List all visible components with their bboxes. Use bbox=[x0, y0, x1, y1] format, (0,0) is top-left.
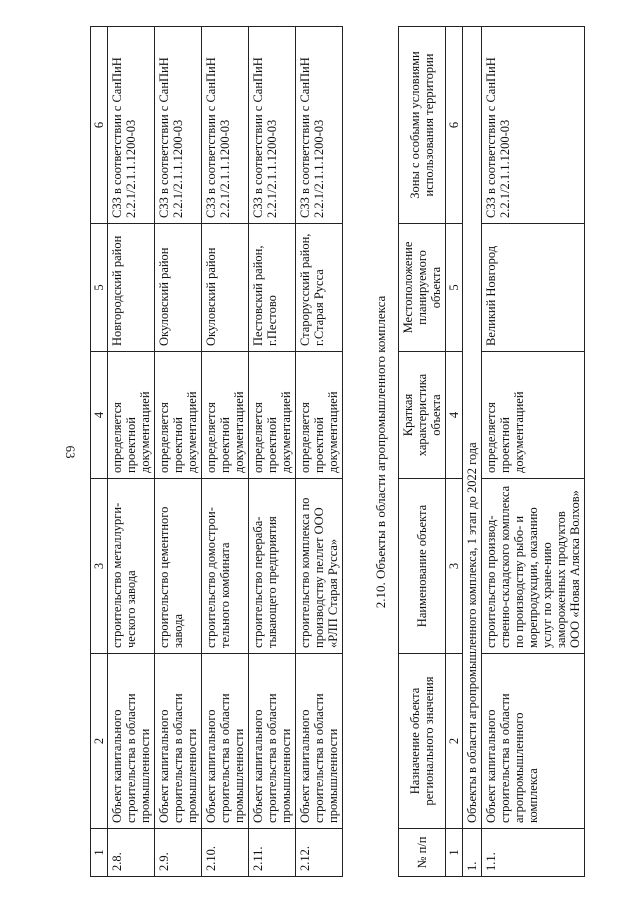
object-location: Старорусский район, г.Старая Русса bbox=[296, 224, 343, 352]
column-number: 2 bbox=[91, 654, 108, 829]
row-number: 2.9. bbox=[155, 829, 202, 877]
industry-objects-table bbox=[90, 26, 343, 877]
object-zones: СЗЗ в соответствии с СанПиН 2.2.1/2.1.1.1200-03 bbox=[155, 27, 202, 224]
section-title: 2.10. Объекты в области агропромышленного комплекса bbox=[373, 295, 388, 609]
object-characteristic: определяется проектной документацией bbox=[296, 352, 343, 479]
object-zones: СЗЗ в соответствии с СанПиН 2.2.1/2.1.1.1200-03 bbox=[296, 27, 343, 224]
object-location: Великий Новгород bbox=[482, 224, 585, 352]
object-zones: СЗЗ в соответствии с СанПиН 2.2.1/2.1.1.1200-03 bbox=[202, 27, 249, 224]
column-number: 6 bbox=[91, 27, 108, 224]
group-number: 1. bbox=[463, 829, 482, 877]
object-purpose: Объект капитального строительства в области промышленности bbox=[108, 654, 155, 829]
object-location: Пестовский район, г.Пестово bbox=[249, 224, 296, 352]
column-header: Назначение объекта регионального значения bbox=[399, 654, 446, 829]
column-number: 1 bbox=[91, 829, 108, 877]
column-number-row bbox=[91, 27, 108, 877]
object-purpose: Объект капитального строительства в области промышленности bbox=[202, 654, 249, 829]
column-number-row bbox=[446, 27, 463, 877]
object-characteristic: определяется проектной документацией bbox=[155, 352, 202, 479]
object-characteristic: определяется проектной документацией bbox=[249, 352, 296, 479]
rotated-page-content bbox=[90, 27, 635, 877]
object-zones: СЗЗ в соответствии с СанПиН 2.2.1/2.1.1.1200-03 bbox=[482, 27, 585, 224]
agro-objects-table bbox=[398, 26, 585, 877]
column-header: Местоположение планируемого объекта bbox=[399, 224, 446, 352]
object-name: строительство домострои-тельного комбината bbox=[202, 479, 249, 654]
object-characteristic: определяется проектной документацией bbox=[482, 352, 585, 479]
column-number: 2 bbox=[446, 654, 463, 829]
table-row bbox=[155, 27, 202, 877]
column-header: Наименование объекта bbox=[399, 479, 446, 654]
group-row bbox=[463, 27, 482, 877]
column-number: 5 bbox=[91, 224, 108, 352]
object-characteristic: определяется проектной документацией bbox=[108, 352, 155, 479]
object-purpose: Объект капитального строительства в области агропромышленного комплекса bbox=[482, 654, 585, 829]
column-number: 3 bbox=[91, 479, 108, 654]
row-number: 2.12. bbox=[296, 829, 343, 877]
row-number: 2.10. bbox=[202, 829, 249, 877]
column-number: 1 bbox=[446, 829, 463, 877]
object-name: строительство производ-ственно-складского комплекса по производству рыбо- и морепродукции, оказанию услуг по хране-нию замороженных продуктов ООО «Новая Аляска Волхов» bbox=[482, 479, 585, 654]
object-zones: СЗЗ в соответствии с СанПиН 2.2.1/2.1.1.1200-03 bbox=[249, 27, 296, 224]
page-number: 63 bbox=[63, 445, 78, 459]
object-name: строительство перераба-тывающего предприятия bbox=[249, 479, 296, 654]
table-header-row bbox=[399, 27, 446, 877]
column-header: Краткая характеристика объекта bbox=[399, 352, 446, 479]
object-purpose: Объект капитального строительства в области промышленности bbox=[155, 654, 202, 829]
object-name: строительство цементного завода bbox=[155, 479, 202, 654]
object-location: Окуловский район bbox=[202, 224, 249, 352]
object-name: строительство комплекса по производству пеллет ООО «РЛП Старая Русса» bbox=[296, 479, 343, 654]
column-number: 3 bbox=[446, 479, 463, 654]
table-row bbox=[482, 27, 585, 877]
object-zones: СЗЗ в соответствии с СанПиН 2.2.1/2.1.1.1200-03 bbox=[108, 27, 155, 224]
object-characteristic: определяется проектной документацией bbox=[202, 352, 249, 479]
object-name: строительство металлурги-ческого завода bbox=[108, 479, 155, 654]
table-row bbox=[202, 27, 249, 877]
column-number: 5 bbox=[446, 224, 463, 352]
row-number: 2.11. bbox=[249, 829, 296, 877]
column-header: № п/п bbox=[399, 829, 446, 877]
row-number: 1.1. bbox=[482, 829, 585, 877]
object-location: Окуловский район bbox=[155, 224, 202, 352]
column-number: 4 bbox=[91, 352, 108, 479]
group-label: Объекты в области агропромышленного комплекса, 1 этап до 2022 года bbox=[463, 27, 482, 829]
object-purpose: Объект капитального строительства в области промышленности bbox=[249, 654, 296, 829]
column-header: Зоны с особыми условиями использования территории bbox=[399, 27, 446, 224]
column-number: 4 bbox=[446, 352, 463, 479]
table-row bbox=[249, 27, 296, 877]
row-number: 2.8. bbox=[108, 829, 155, 877]
table-row bbox=[296, 27, 343, 877]
column-number: 6 bbox=[446, 27, 463, 224]
object-location: Новгородский район bbox=[108, 224, 155, 352]
table-row bbox=[108, 27, 155, 877]
object-purpose: Объект капитального строительства в области промышленности bbox=[296, 654, 343, 829]
